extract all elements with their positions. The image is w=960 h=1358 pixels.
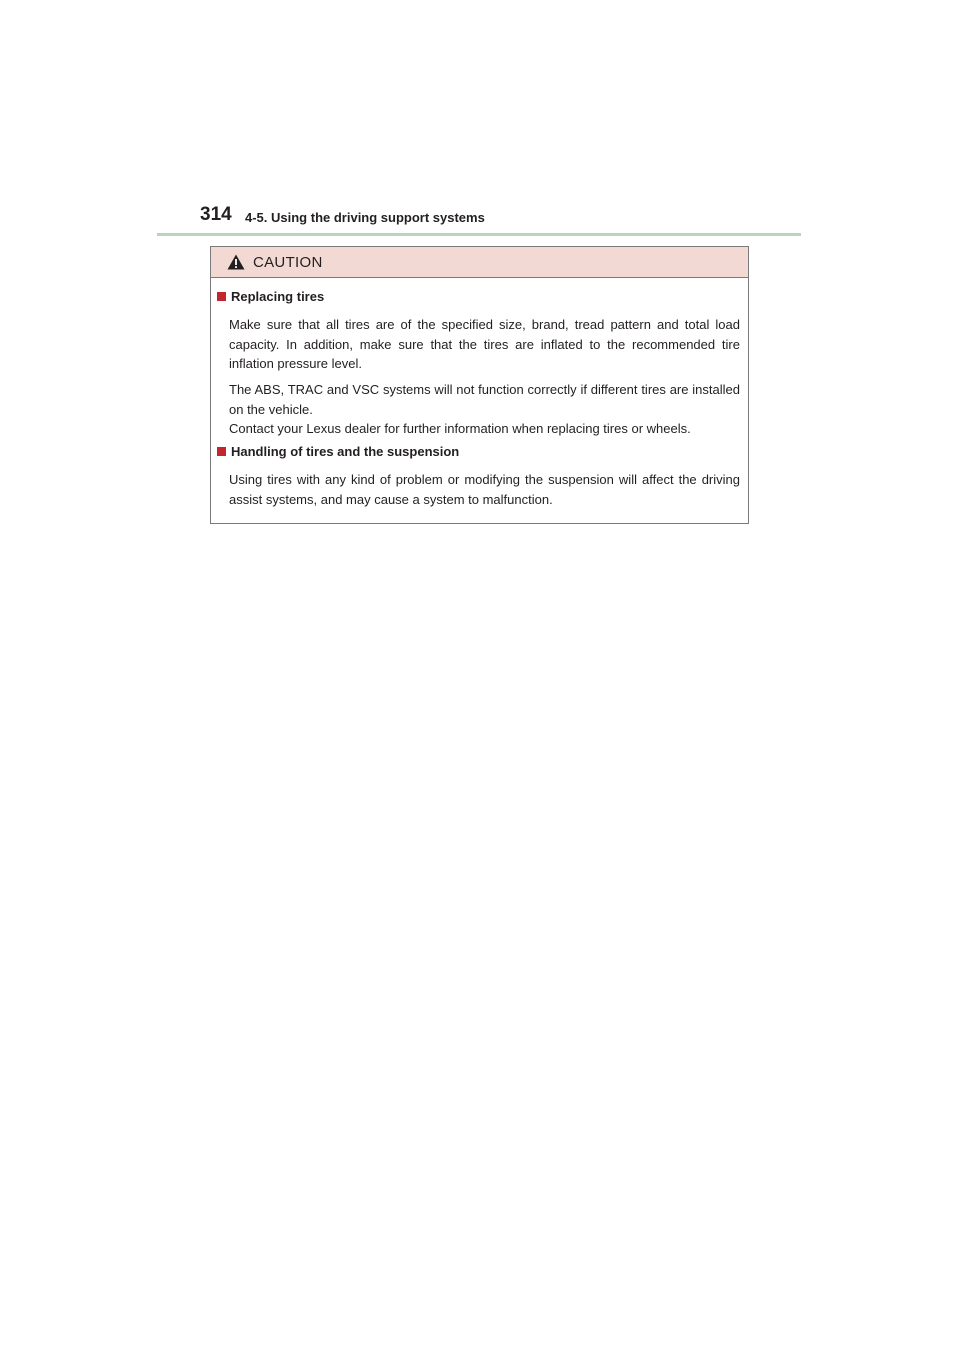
item-heading-handling-tires: Handling of tires and the suspension	[217, 444, 459, 459]
caution-box	[210, 246, 749, 524]
warning-triangle-icon	[227, 254, 245, 270]
paragraph-tire-spec: Make sure that all tires are of the specified size, brand, tread pattern and total load capacity. In addition, make sure that the tires are inflated to the recommended tire inflation pressure level.	[229, 317, 740, 371]
paragraph-suspension: Using tires with any kind of problem or modifying the suspension will affect the driving assist systems, and may cause a system to malfunction.	[229, 472, 740, 507]
bullet-square-icon	[217, 292, 226, 301]
caution-header	[211, 247, 748, 278]
header-divider	[157, 233, 801, 236]
paragraph-contact-dealer: Contact your Lexus dealer for further information when replacing tires or wheels.	[229, 421, 691, 436]
bullet-square-icon	[217, 447, 226, 456]
page-header	[200, 204, 800, 230]
caution-title: CAUTION	[253, 254, 323, 271]
section-title: 4-5. Using the driving support systems	[245, 210, 485, 225]
page-number: 314	[200, 204, 232, 225]
item-heading-replacing-tires: Replacing tires	[217, 289, 324, 304]
paragraph-abs-trac-vsc: The ABS, TRAC and VSC systems will not function correctly if different tires are installed on the vehicle.	[229, 382, 740, 417]
